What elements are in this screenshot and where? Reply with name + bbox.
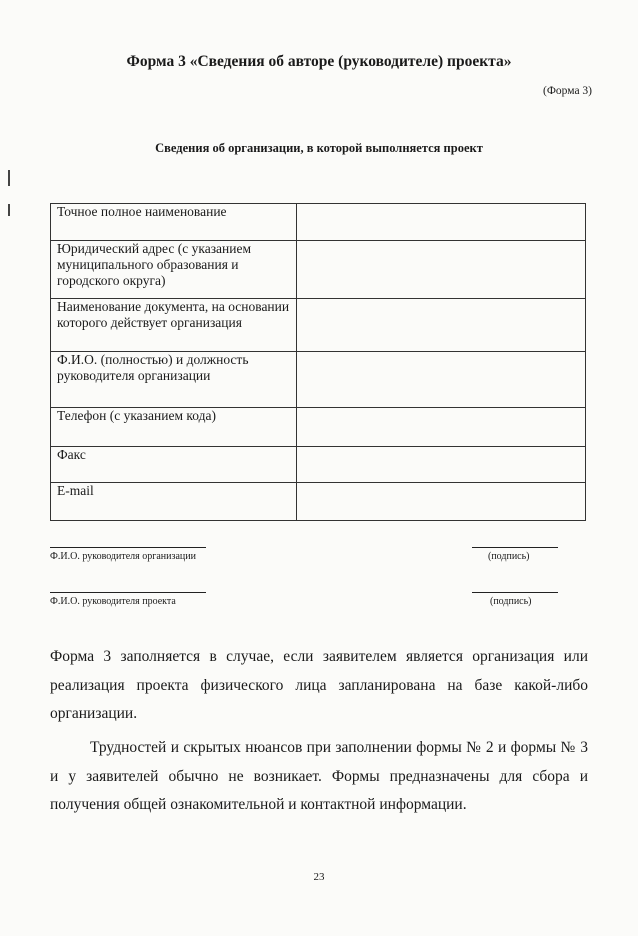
row-value-cell[interactable] (297, 241, 586, 299)
project-head-name-line[interactable] (50, 592, 206, 593)
page-number: 23 (313, 871, 325, 883)
org-head-name-line[interactable] (50, 547, 206, 548)
scan-margin-mark (8, 170, 10, 186)
page-title: Форма 3 «Сведения об авторе (руководителе) проекта» (126, 53, 512, 70)
body-paragraph-1: Форма 3 заполняется в случае, если заявителем является организация или реализация проекта физического лица запланирована на базе какой-либо организации. (50, 648, 588, 722)
row-value-cell[interactable] (297, 447, 586, 483)
row-label: Точное полное наименование (51, 204, 297, 241)
table-row (51, 483, 586, 521)
row-label: Юридический адрес (с указанием муниципального образования и городского округа) (51, 241, 297, 299)
body-paragraph-2: Трудностей и скрытых нюансов при заполнении формы № 2 и формы № 3 и у заявителей обычно не возникает. Формы предназначены для сбора и получения общей ознакомительной и контактной информации. (50, 739, 588, 813)
table-row (51, 241, 586, 299)
row-value-cell[interactable] (297, 352, 586, 408)
row-value-cell[interactable] (297, 299, 586, 352)
organization-info-table (50, 203, 586, 521)
project-head-signature-line[interactable] (472, 592, 558, 593)
section-subtitle: Сведения об организации, в которой выполняется проект (155, 141, 483, 155)
org-head-signature-line[interactable] (472, 547, 558, 548)
table-row (51, 204, 586, 241)
row-label: Телефон (с указанием кода) (51, 408, 297, 447)
row-label: Наименование документа, на основании которого действует организация (51, 299, 297, 352)
project-head-name-label: Ф.И.О. руководителя проекта (50, 596, 176, 607)
scan-margin-mark (8, 204, 10, 216)
table-row (51, 447, 586, 483)
org-head-name-label: Ф.И.О. руководителя организации (50, 551, 196, 562)
row-value-cell[interactable] (297, 408, 586, 447)
row-label: Факс (51, 447, 297, 483)
row-value-cell[interactable] (297, 483, 586, 521)
row-label: Ф.И.О. (полностью) и должность руководителя организации (51, 352, 297, 408)
table-row (51, 352, 586, 408)
table-row (51, 299, 586, 352)
project-head-signature-label: (подпись) (490, 596, 532, 607)
table-row (51, 408, 586, 447)
org-head-signature-label: (подпись) (488, 551, 530, 562)
form-number-tag: (Форма 3) (543, 85, 592, 97)
row-label: E-mail (51, 483, 297, 521)
row-value-cell[interactable] (297, 204, 586, 241)
